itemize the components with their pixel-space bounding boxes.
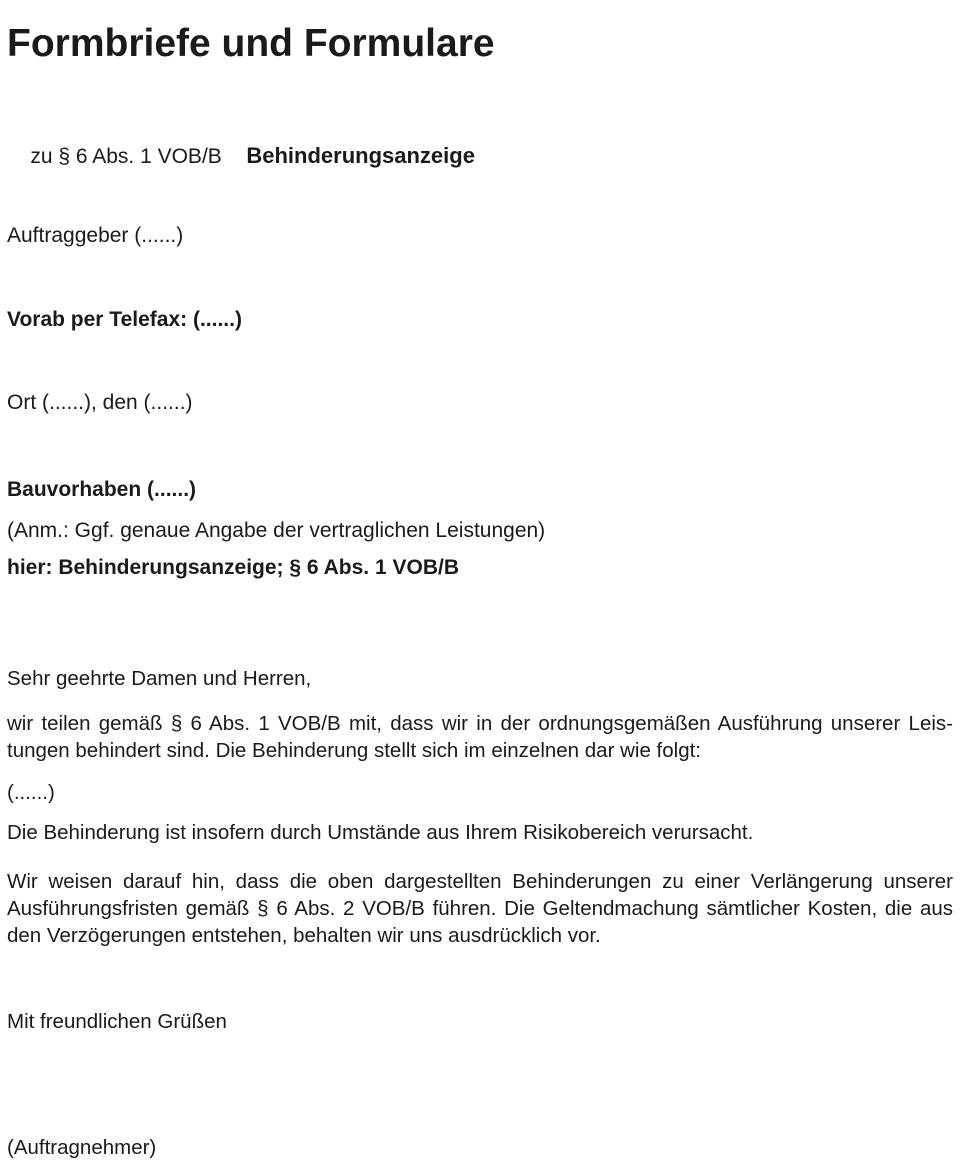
reference-clause: zu § 6 Abs. 1 VOB/B (30, 145, 222, 168)
paragraph-consequences (7, 868, 953, 949)
reference-subject: Behinderungsanzeige (246, 143, 475, 168)
paragraph-line: wir teilen gemäß § 6 Abs. 1 VOB/B mit, dass wir in der ordnungsgemäßen Ausführung unserer Leis- (7, 712, 953, 735)
note-line: (Anm.: Ggf. genaue Angabe der vertraglichen Leistungen) (7, 519, 546, 542)
paragraph-notification (7, 710, 953, 764)
fax-line: Vorab per Telefax: (......) (7, 308, 242, 331)
page-title: Formbriefe und Formulare (7, 22, 495, 66)
recipient-line: Auftraggeber (......) (7, 224, 184, 247)
closing-line: Mit freundlichen Grüßen (7, 1010, 227, 1033)
paragraph-line: Ausführungsfristen gemäß § 6 Abs. 2 VOB/B führen. Die Geltendmachung sämtlicher Kosten, die aus (7, 897, 953, 920)
paragraph-cause: Die Behinderung ist insofern durch Umstände aus Ihrem Risikobereich verursacht. (7, 821, 754, 844)
paragraph-line: den Verzögerungen entstehen, behalten wir uns ausdrücklich vor. (7, 924, 601, 947)
signature-line: (Auftragnehmer) (7, 1136, 157, 1159)
paragraph-line: Wir weisen darauf hin, dass die oben dargestellten Behinderungen zu einer Verlängerung unserer (7, 870, 953, 893)
reference-line (7, 124, 953, 188)
place-date-line: Ort (......), den (......) (7, 391, 193, 414)
subject-line: hier: Behinderungsanzeige; § 6 Abs. 1 VOB/B (7, 556, 459, 579)
paragraph-line: tungen behindert sind. Die Behinderung stellt sich im einzelnen dar wie folgt: (7, 739, 701, 762)
project-line: Bauvorhaben (......) (7, 478, 197, 501)
placeholder-line: (......) (7, 781, 55, 804)
salutation: Sehr geehrte Damen und Herren, (7, 667, 312, 690)
